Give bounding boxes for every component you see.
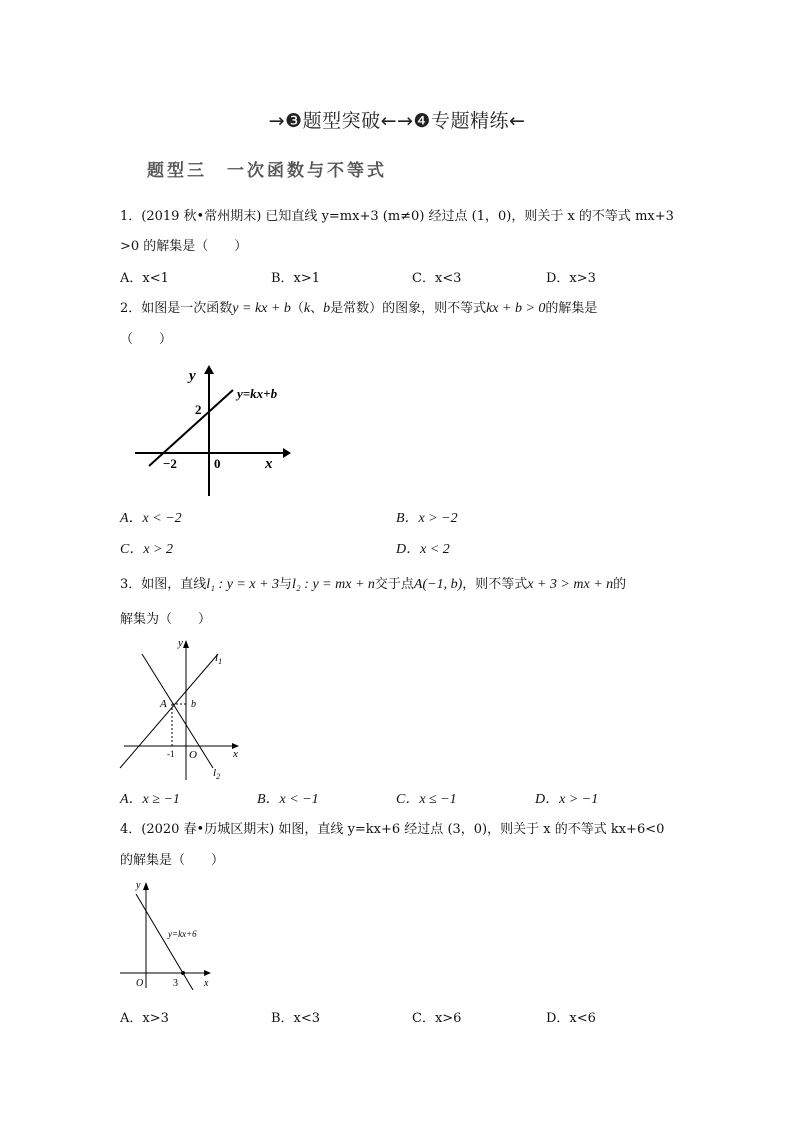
question-3-option-a: A．x ≥ −1	[120, 792, 180, 807]
question-1-line-1: 1．(2019 秋•常州期末) 已知直线 y=mx+3 (m≠0) 经过点 (1，0)，则关于 x 的不等式 mx+3	[120, 209, 674, 224]
question-2-option-a: A．x < −2	[120, 511, 182, 526]
question-3-suffix: 的	[613, 577, 627, 592]
q3-b-label: b	[191, 699, 196, 710]
question-2-separator: 、	[310, 301, 324, 316]
q3-y-label: y	[178, 637, 183, 649]
q2-x-intercept: −2	[163, 456, 177, 471]
question-2-function: y = kx + b	[232, 301, 291, 316]
q4-intercept-point	[181, 971, 185, 975]
question-4-line-2: 的解集是（ ）	[120, 853, 225, 868]
q2-x-arrow	[283, 448, 291, 458]
q4-y-arrow	[143, 882, 149, 890]
question-3-option-d: D．x > −1	[535, 792, 599, 807]
question-2-inequality: kx + b > 0	[486, 301, 546, 316]
q3-line-l2	[142, 654, 213, 768]
question-3-graph	[118, 636, 248, 784]
page-title: →❸题型突破←→❹专题精练←	[268, 110, 526, 132]
question-1-option-b: B．x>1	[271, 271, 321, 286]
question-3-l1: l₁ : y = x + 3	[206, 577, 280, 592]
question-4-graph	[118, 876, 218, 994]
question-2-answer-paren: （ ）	[120, 332, 173, 347]
question-2-b: b	[323, 301, 331, 316]
question-3-prefix: 3．如图，直线	[120, 577, 207, 592]
question-1-option-a: A．x<1	[120, 271, 169, 286]
q4-line-label: y=kx+6	[168, 929, 197, 939]
question-3-mid2: ，则不等式	[462, 577, 528, 592]
q3-point-a: A	[160, 698, 167, 710]
q4-x-label: x	[204, 978, 209, 989]
question-4-option-d: D．x<6	[546, 1011, 596, 1026]
q3-origin-label: O	[189, 749, 197, 761]
q4-origin-label: O	[136, 978, 144, 989]
q3-l2-label: $l_2$	[213, 767, 221, 781]
question-3-line-2: 解集为（ ）	[120, 612, 212, 627]
question-2-option-c: C．x > 2	[120, 542, 173, 557]
question-2-option-b: B．x > −2	[396, 511, 458, 526]
question-4-option-b: B．x<3	[271, 1011, 321, 1026]
q2-x-label: x	[265, 456, 273, 472]
question-2-mid: 是常数）的图象，则不等式	[330, 301, 487, 316]
q3-x-label: x	[233, 748, 238, 760]
q2-origin: 0	[214, 456, 221, 471]
question-4-option-c: C．x>6	[412, 1011, 462, 1026]
question-3-with: 与	[279, 577, 293, 592]
q3-l1-label: $l_1$	[215, 652, 223, 666]
q2-function-line	[149, 390, 233, 466]
question-3-option-c: C．x ≤ −1	[396, 792, 457, 807]
q2-y-arrow	[204, 365, 214, 374]
q3-neg1-label: -1	[167, 749, 175, 759]
question-2-graph	[125, 360, 295, 500]
question-3-inequality: x + 3 > mx + n	[527, 577, 614, 592]
question-2-option-d: D．x < 2	[396, 542, 450, 557]
question-2-suffix: 的解集是	[545, 301, 598, 316]
q2-y-intercept: 2	[195, 402, 202, 417]
q2-line-label: y=kx+b	[237, 386, 278, 401]
q3-y-arrow	[183, 640, 189, 648]
question-4-line-1: 4．(2020 春•历城区期末) 如图，直线 y=kx+6 经过点 (3，0)，则关于 x 的不等式 kx+6<0	[120, 822, 665, 837]
question-1-line-2: >0 的解集是（ ）	[120, 239, 248, 254]
question-2-k: k	[303, 301, 311, 316]
q4-function-line	[136, 894, 193, 990]
question-1-option-c: C．x<3	[412, 271, 462, 286]
question-4-option-a: A．x>3	[120, 1011, 169, 1026]
question-3-line-1	[120, 576, 626, 594]
q2-y-label: y	[189, 368, 196, 384]
q4-y-label: y	[136, 880, 141, 891]
question-3-mid: 交于点	[374, 577, 414, 592]
q4-three-label: 3	[173, 978, 178, 989]
question-2-prefix: 2．如图是一次函数	[120, 301, 233, 316]
question-3-l2: l₂ : y = mx + n	[292, 577, 375, 592]
question-3-point: A(−1, b)	[413, 577, 463, 592]
question-1-option-d: D．x>3	[546, 271, 596, 286]
section-heading: 题型三 一次函数与不等式	[147, 161, 387, 181]
question-2-line-1	[120, 300, 597, 318]
q4-x-arrow	[204, 970, 211, 976]
question-2-paren-open: （	[290, 301, 304, 316]
question-3-option-b: B．x < −1	[257, 792, 319, 807]
